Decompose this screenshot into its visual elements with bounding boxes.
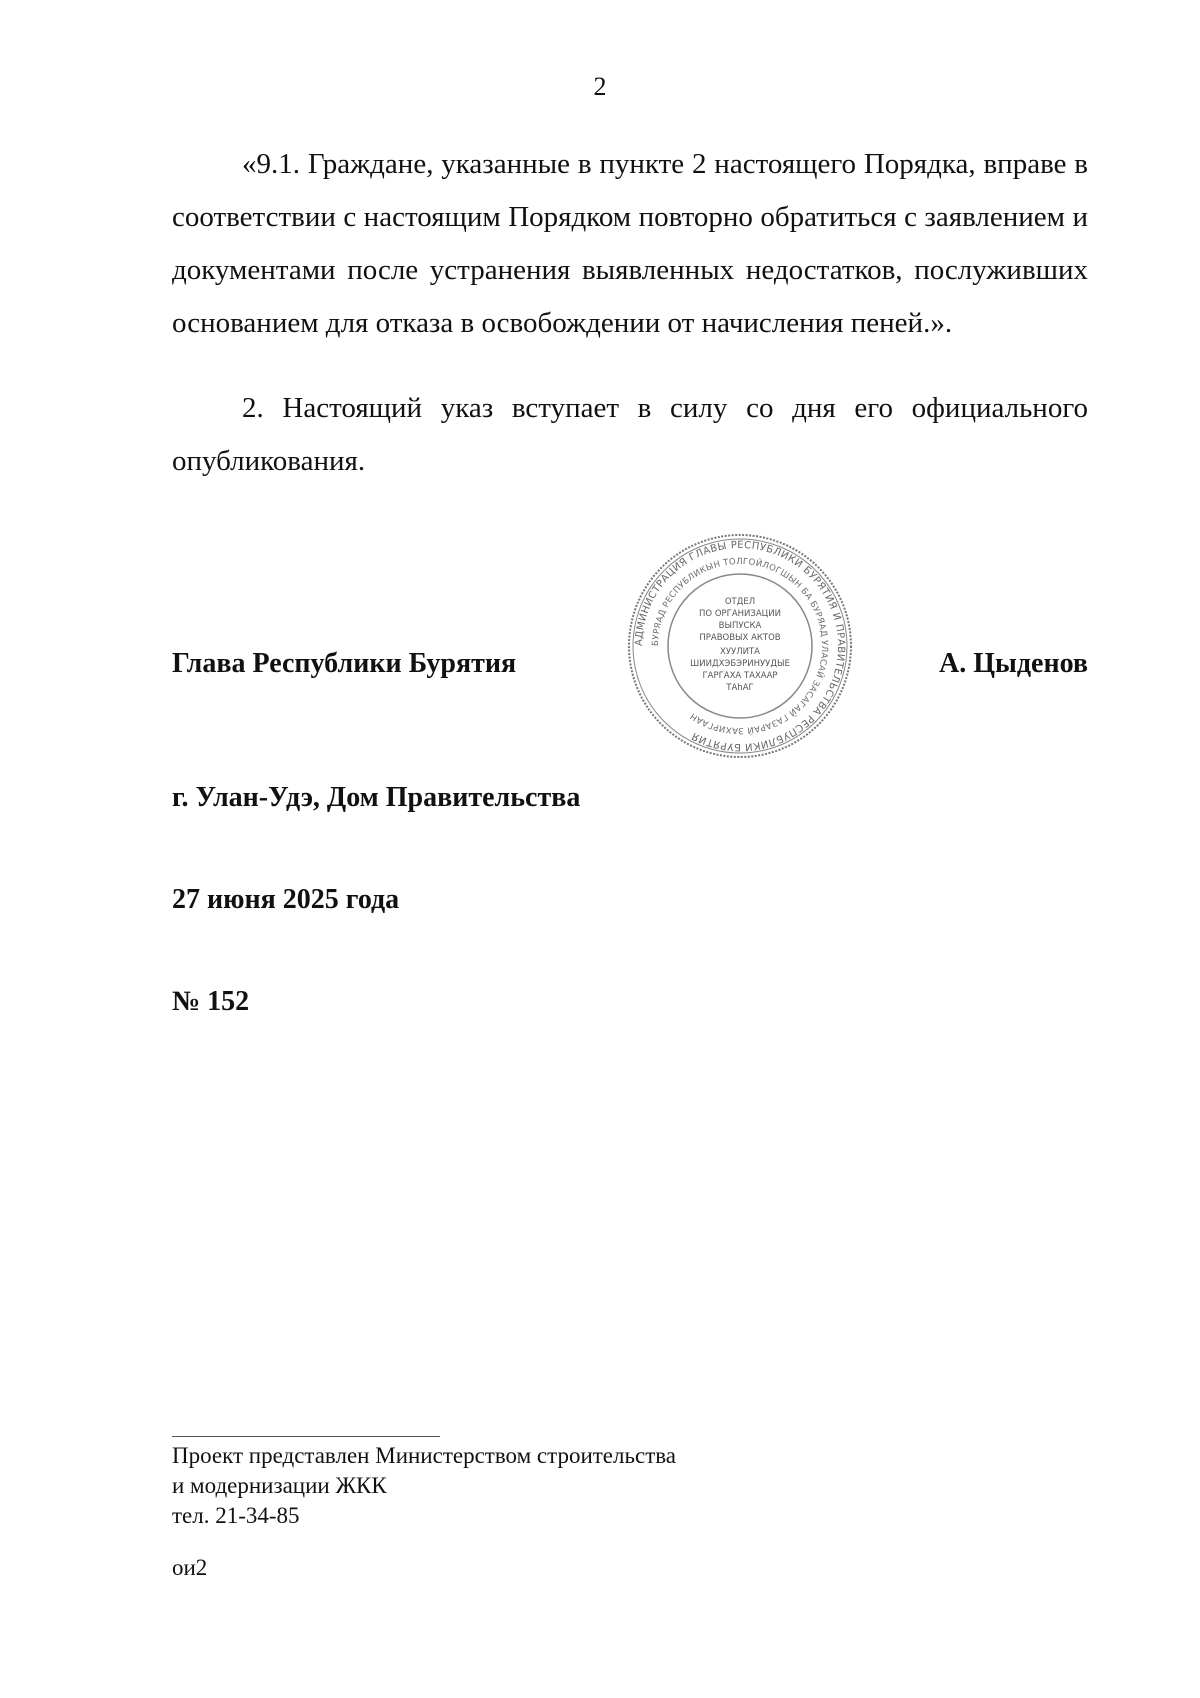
paragraph-entry-into-force: 2. Настоящий указ вступает в силу со дня его официального опубликования. — [172, 392, 1088, 477]
document-date: 27 июня 2025 года — [172, 884, 400, 915]
paragraph-amendment: «9.1. Граждане, указанные в пункте 2 настоящего Порядка, вправе в соответствии с настоящим Порядком повторно обратиться с заявлением и документами после устранения выявленных недостатков, послуживших основанием для отказа в освобождении от начисления пеней.». — [172, 148, 1088, 339]
seal-center-line: ШИИДХЭБЭРИНУУДЫЕ — [690, 659, 790, 669]
seal-center-line: ВЫПУСКА — [718, 621, 762, 631]
seal-center-line: ПО ОРГАНИЗАЦИИ — [699, 609, 781, 619]
document-number: № 152 — [172, 986, 250, 1017]
page-number: 2 — [593, 72, 607, 101]
signatory-title: Глава Республики Бурятия — [172, 648, 517, 679]
place-of-signing: г. Улан-Удэ, Дом Правительства — [172, 782, 581, 813]
document-code: ои2 — [172, 1555, 208, 1580]
footnote-phone: тел. 21-34-85 — [172, 1503, 300, 1528]
seal-center-line: ОТДЕЛ — [724, 597, 756, 607]
official-seal-stamp — [626, 532, 854, 760]
seal-center-line: ХУУЛИТА — [720, 647, 760, 657]
footnote — [172, 1441, 676, 1531]
footnote-line-2: и модернизации ЖКК — [172, 1473, 387, 1498]
seal-center-line: ГАРГАХА ТАХААР — [702, 671, 778, 681]
footnote-line-1: Проект представлен Министерством строительства — [172, 1443, 677, 1468]
seal-center-line: ТАһАГ — [726, 683, 754, 693]
seal-outer-text: АДМИНИСТРАЦИЯ ГЛАВЫ РЕСПУБЛИКИ БУРЯТИЯ И ПРАВИТЕЛЬСТВА РЕСПУБЛИКИ БУРЯТИЯ — [633, 539, 847, 753]
footnote-separator — [172, 1436, 440, 1437]
seal-inner-text: БУРЯАД РЕСПУБЛИКЫН ТОЛГОЙЛОГШЫН БА БУРЯАД УЛАСАЙ ЗАСАГАЙ ГАЗАРАЙ ЗАХИРГААН — [650, 556, 830, 736]
seal-center-line: ПРАВОВЫХ АКТОВ — [699, 633, 781, 643]
signatory-name: А. Цыденов — [938, 648, 1088, 679]
